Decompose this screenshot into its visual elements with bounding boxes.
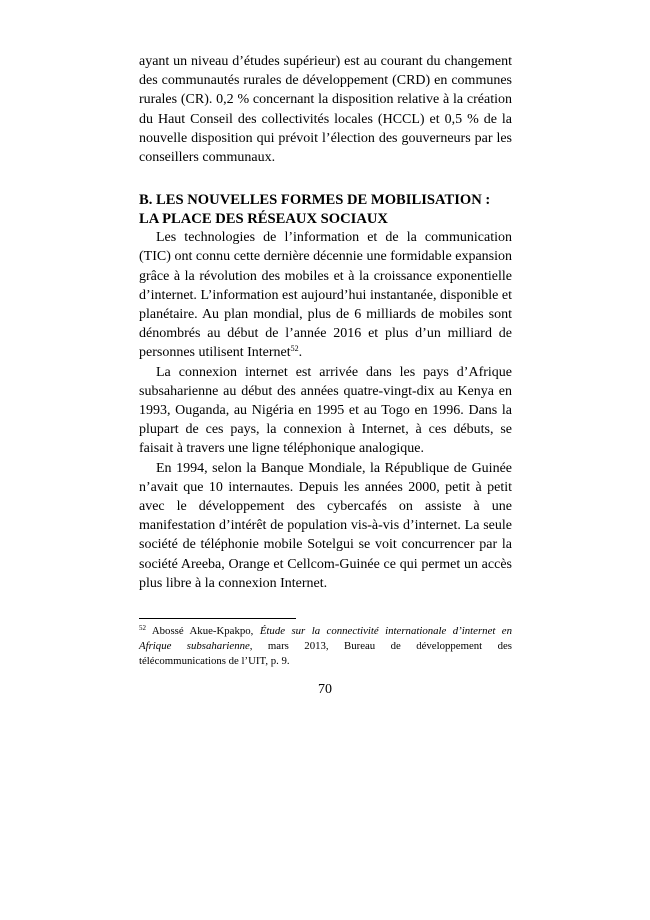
page-number: 70 <box>318 682 332 697</box>
paragraph-tic-text: Les technologies de l’information et de la communication (TIC) ont connu cette dernière décennie une formidable expansion grâce à la révolution des mobiles et à la croissance exponentielle d’internet. L’information est aujourd’hui instantanée, disponible et planétaire. Au plan mondial, plus de 6 milliards de mobiles sont dénombrés au début de l’année 2016 et plus d’un milliard de personnes utilisent Internet <box>139 230 512 361</box>
section-heading: B. LES NOUVELLES FORMES DE MOBILISATION : LA PLACE DES RÉSEAUX SOCIAUX <box>139 192 491 227</box>
paragraph-tic-end: . <box>298 345 303 361</box>
footnotes-section <box>139 618 512 669</box>
paragraph-tic <box>139 228 512 362</box>
footnote-number: 52 <box>139 624 146 632</box>
paragraph-guinea: En 1994, selon la Banque Mondiale, la République de Guinée n’avait que 10 internautes. Depuis les années 2000, petit à petit avec le développement des cybercafés on assiste à une manifestation d’intérêt de population vis-à-vis d’internet. La seule société de téléphonie mobile Sotelgui se voit concurrencer par la société Areeba, Orange et Cellcom-Guinée ce qui permet un accès plus libre à la connexion Internet. <box>139 460 512 591</box>
body-text <box>139 52 512 593</box>
paragraph-continued: ayant un niveau d’études supérieur) est au courant du changement des communautés rurales de développement (CRD) en communes rurales (CR). 0,2 % concernant la disposition relative à la création du Haut Conseil des collectivités locales (HCCL) et 0,5 % de la nouvelle disposition qui prévoit l’élection des gouverneurs par les conseillers communaux. <box>139 54 512 166</box>
paragraph-internet-africa: La connexion internet est arrivée dans les pays d’Afrique subsaharienne au début des années quatre-vingt-dix au Kenya en 1993, Ouganda, au Nigéria en 1995 et au Togo en 1996. Dans la plupart de ces pays, la connexion à Internet, à ces débuts, se faisait à travers une ligne téléphonique analogique. <box>139 364 512 457</box>
footnote-details: , mars 2013, Bureau de développement des télécommunications de l’UIT, p. 9. <box>139 640 512 667</box>
footnote-author: Abossé Akue-Kpakpo, <box>151 625 254 637</box>
footnote-52 <box>139 624 512 669</box>
footnote-separator <box>139 618 296 619</box>
footnote-reference[interactable]: 52 <box>290 344 299 354</box>
footnote-title: Étude sur la connectivité internationale d’internet en Afrique subsaharienne <box>139 625 512 652</box>
